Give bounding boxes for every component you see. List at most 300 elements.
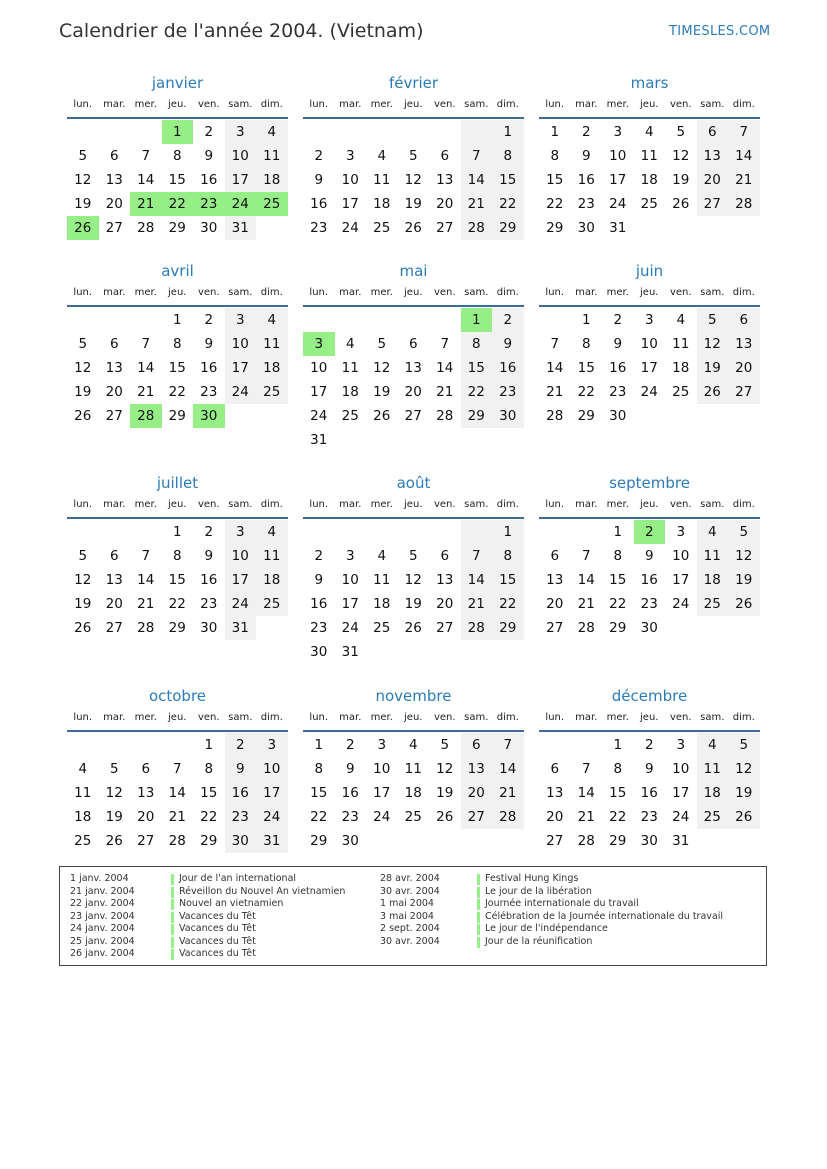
empty-cell (697, 829, 729, 853)
day-cell: 5 (377, 336, 387, 352)
day-cell: 21 (461, 192, 493, 216)
brand-logo[interactable]: TIMESLES.COM (669, 24, 771, 39)
day-cell: 19 (436, 785, 454, 801)
weekday-label: dim. (260, 99, 283, 110)
day-cell: 13 (546, 785, 564, 801)
empty-cell (130, 520, 162, 544)
day-cell: 1 (550, 124, 560, 140)
legend-date: 23 janv. 2004 (70, 910, 135, 922)
day-cell: 1 (581, 312, 591, 328)
empty-cell (67, 520, 99, 544)
empty-cell (728, 616, 760, 640)
day-cell: 25 (640, 196, 658, 212)
weekday-label: mar. (575, 287, 598, 298)
day-cell: 22 (609, 809, 627, 825)
day-cell: 4 (377, 548, 387, 564)
day-cell: 23 (310, 620, 328, 636)
month-8 (303, 474, 524, 664)
day-cell: 28 (492, 805, 524, 829)
week-row (303, 781, 524, 805)
day-cell: 18 (373, 596, 391, 612)
day-cell: 11 (256, 544, 288, 568)
day-cell: 14 (577, 785, 595, 801)
empty-cell (728, 216, 760, 240)
day-cell: 31 (225, 616, 257, 640)
day-cell: 1 (172, 312, 182, 328)
day-cell: 19 (373, 384, 391, 400)
day-cell: 30 (341, 833, 359, 849)
week-row (303, 568, 524, 592)
empty-cell (429, 640, 461, 664)
day-cell: 27 (728, 380, 760, 404)
week-row (67, 120, 288, 144)
day-cell: 2 (492, 308, 524, 332)
weekday-header (67, 496, 288, 516)
day-cell: 10 (672, 548, 690, 564)
day-cell: 14 (436, 360, 454, 376)
day-cell: 25 (672, 384, 690, 400)
day-cell: 15 (492, 568, 524, 592)
holiday-marker (171, 887, 174, 898)
day-cell: 14 (728, 144, 760, 168)
week-row (67, 332, 288, 356)
week-row (303, 616, 524, 640)
day-cell: 19 (728, 781, 760, 805)
day-cell: 11 (672, 336, 690, 352)
day-cell: 24 (373, 809, 391, 825)
week-row (67, 733, 288, 757)
day-cell: 3 (225, 308, 257, 332)
day-cell: 27 (546, 833, 564, 849)
legend-label: Vacances du Têt (179, 910, 256, 922)
empty-cell (67, 120, 99, 144)
weekday-header (303, 709, 524, 729)
day-cell: 11 (256, 144, 288, 168)
week-row (67, 592, 288, 616)
empty-cell (366, 520, 398, 544)
legend-entry (380, 898, 780, 911)
weekday-label: dim. (732, 712, 755, 723)
day-cell: 20 (697, 168, 729, 192)
day-cell: 17 (373, 785, 391, 801)
week-row (303, 308, 524, 332)
day-cell: 8 (172, 336, 182, 352)
day-cell: 14 (137, 360, 155, 376)
day-cell: 18 (640, 172, 658, 188)
day-cell: 5 (408, 548, 418, 564)
month-name: septembre (609, 474, 690, 492)
weekday-label: ven. (433, 712, 456, 723)
empty-cell (429, 308, 461, 332)
day-cell: 28 (546, 408, 564, 424)
day-cell: 21 (137, 384, 155, 400)
day-cell: 22 (200, 809, 218, 825)
month-1 (67, 74, 288, 240)
day-cell: 16 (310, 196, 328, 212)
day-cell: 30 (310, 644, 328, 660)
legend-date: 30 avr. 2004 (380, 885, 440, 897)
day-cell: 9 (314, 572, 324, 588)
empty-cell (398, 308, 430, 332)
weekday-label: sam. (700, 712, 725, 723)
weekday-label: ven. (669, 499, 692, 510)
day-cell: 3 (345, 548, 355, 564)
legend-entry (380, 936, 780, 949)
day-cell: 13 (436, 172, 454, 188)
day-cell: 6 (461, 733, 493, 757)
weekday-label: ven. (433, 99, 456, 110)
holiday-marker (171, 874, 174, 885)
day-cell: 22 (168, 596, 186, 612)
day-cell: 18 (74, 809, 92, 825)
empty-cell (130, 308, 162, 332)
day-cell: 29 (168, 620, 186, 636)
day-cell: 19 (697, 356, 729, 380)
week-row (539, 216, 760, 240)
day-cell: 10 (225, 544, 257, 568)
weekday-label: sam. (464, 712, 489, 723)
legend-date: 22 janv. 2004 (70, 898, 135, 909)
empty-cell (303, 308, 335, 332)
day-cell: 20 (137, 809, 155, 825)
day-cell: 14 (577, 572, 595, 588)
day-cell: 3 (377, 737, 387, 753)
day-cell: 3 (676, 524, 686, 540)
day-cell: 12 (404, 172, 422, 188)
weekday-label: sam. (700, 99, 725, 110)
day-cell: 11 (640, 148, 658, 164)
weekday-label: dim. (496, 287, 519, 298)
day-cell: 2 (345, 737, 355, 753)
day-cell: 26 (728, 805, 760, 829)
day-cell: 6 (109, 548, 119, 564)
weekday-label: sam. (228, 499, 253, 510)
weekday-label: dim. (496, 499, 519, 510)
day-cell: 15 (168, 572, 186, 588)
day-cell: 27 (137, 833, 155, 849)
week-row (539, 356, 760, 380)
week-row (303, 733, 524, 757)
day-cell: 27 (436, 220, 454, 236)
weekday-label: mer. (134, 99, 157, 110)
week-row (303, 168, 524, 192)
weekday-label: mer. (370, 99, 393, 110)
day-cell: 22 (577, 384, 595, 400)
day-cell: 13 (697, 144, 729, 168)
weekday-label: dim. (496, 712, 519, 723)
empty-cell (366, 640, 398, 664)
month-name: octobre (148, 687, 207, 705)
day-cell: 17 (672, 572, 690, 588)
day-cell: 21 (436, 384, 454, 400)
weekday-header (303, 496, 524, 516)
week-row (303, 356, 524, 380)
week-row (539, 592, 760, 616)
legend-column-right (380, 873, 780, 948)
day-cell: 22 (168, 384, 186, 400)
empty-cell (366, 120, 398, 144)
day-cell: 14 (137, 172, 155, 188)
day-cell: 9 (314, 172, 324, 188)
day-cell: 22 (546, 196, 564, 212)
day-cell: 25 (404, 809, 422, 825)
day-cell: 23 (492, 380, 524, 404)
day-cell: 30 (640, 833, 658, 849)
week-row (303, 332, 524, 356)
weekday-header (67, 284, 288, 304)
day-cell: 27 (697, 192, 729, 216)
day-cell: 23 (225, 805, 257, 829)
weekday-label: jeu. (168, 499, 187, 510)
day-cell: 12 (74, 360, 92, 376)
day-cell: 30 (225, 829, 257, 853)
empty-cell (335, 520, 367, 544)
day-cell: 12 (697, 332, 729, 356)
day-cell: 11 (74, 785, 92, 801)
day-cell: 7 (440, 336, 450, 352)
weekday-label: jeu. (404, 99, 423, 110)
week-row (67, 168, 288, 192)
day-cell: 28 (436, 408, 454, 424)
day-cell: 29 (609, 833, 627, 849)
day-cell: 23 (577, 196, 595, 212)
legend-label: Festival Hung Kings (485, 873, 579, 884)
day-cell: 4 (644, 124, 654, 140)
weekday-label: ven. (669, 712, 692, 723)
weekday-label: ven. (433, 287, 456, 298)
month-3 (539, 74, 760, 240)
holiday-marker (477, 899, 480, 910)
day-cell: 28 (137, 220, 155, 236)
day-cell: 27 (404, 408, 422, 424)
weekday-label: dim. (260, 712, 283, 723)
weekday-label: mar. (339, 287, 362, 298)
day-cell: 26 (436, 809, 454, 825)
empty-cell (162, 733, 194, 757)
day-cell: 2 (613, 312, 623, 328)
legend-entry (70, 948, 470, 961)
month-name: décembre (611, 687, 688, 705)
day-cell: 9 (581, 148, 591, 164)
day-cell: 25 (373, 220, 391, 236)
day-cell: 13 (436, 572, 454, 588)
day-cell: 29 (609, 620, 627, 636)
day-cell: 30 (492, 404, 524, 428)
day-cell: 8 (550, 148, 560, 164)
week-row (539, 404, 760, 428)
holiday-marker (171, 924, 174, 935)
empty-cell (67, 308, 99, 332)
month-11 (303, 687, 524, 853)
empty-cell (398, 520, 430, 544)
day-cell: 21 (577, 596, 595, 612)
weekday-header (539, 284, 760, 304)
month-4 (67, 262, 288, 428)
day-cell: 5 (78, 336, 88, 352)
day-cell: 15 (200, 785, 218, 801)
weekday-label: lun. (73, 99, 93, 110)
day-cell: 5 (408, 148, 418, 164)
day-cell: 18 (697, 568, 729, 592)
day-cell: 17 (341, 196, 359, 212)
weekday-label: dim. (732, 99, 755, 110)
day-cell: 19 (404, 596, 422, 612)
day-cell: 11 (373, 572, 391, 588)
day-cell: 6 (550, 761, 560, 777)
day-cell: 8 (613, 548, 623, 564)
day-cell: 29 (577, 408, 595, 424)
day-cell: 24 (609, 196, 627, 212)
weekday-label: mer. (606, 712, 629, 723)
legend-label: Vacances du Têt (179, 948, 256, 959)
weekday-header (539, 709, 760, 729)
day-cell: 8 (613, 761, 623, 777)
day-cell: 16 (609, 360, 627, 376)
weekday-label: mer. (370, 287, 393, 298)
legend-date: 28 avr. 2004 (380, 873, 440, 884)
day-cell: 10 (341, 172, 359, 188)
day-cell: 18 (373, 196, 391, 212)
week-row (303, 144, 524, 168)
day-cell: 30 (609, 408, 627, 424)
day-cell: 26 (404, 620, 422, 636)
day-cell: 7 (141, 336, 151, 352)
week-row (67, 520, 288, 544)
week-row (539, 805, 760, 829)
day-cell: 24 (225, 592, 257, 616)
month-name: janvier (151, 74, 204, 92)
empty-cell (398, 428, 430, 452)
day-cell: 1 (461, 308, 493, 332)
weekday-label: dim. (260, 499, 283, 510)
week-row (303, 120, 524, 144)
day-cell: 26 (74, 408, 92, 424)
weekday-label: jeu. (640, 499, 659, 510)
day-cell: 31 (225, 216, 257, 240)
day-cell: 16 (640, 572, 658, 588)
day-cell: 30 (640, 620, 658, 636)
day-cell: 31 (310, 432, 328, 448)
weekday-label: lun. (545, 499, 565, 510)
day-cell: 7 (581, 548, 591, 564)
empty-cell (429, 520, 461, 544)
day-cell: 15 (168, 172, 186, 188)
day-cell: 18 (256, 168, 288, 192)
weekday-label: lun. (73, 712, 93, 723)
day-cell: 5 (728, 520, 760, 544)
day-cell: 6 (550, 548, 560, 564)
day-cell: 16 (341, 785, 359, 801)
week-row (539, 781, 760, 805)
week-row (67, 829, 288, 853)
empty-cell (665, 404, 697, 428)
weekday-label: jeu. (404, 499, 423, 510)
empty-cell (697, 616, 729, 640)
day-cell: 26 (672, 196, 690, 212)
day-cell: 20 (461, 781, 493, 805)
day-cell: 4 (256, 308, 288, 332)
day-cell: 8 (492, 544, 524, 568)
day-cell: 24 (225, 192, 257, 216)
day-cell: 9 (345, 761, 355, 777)
day-cell: 6 (440, 548, 450, 564)
day-cell: 23 (341, 809, 359, 825)
weekday-label: sam. (700, 287, 725, 298)
day-cell: 24 (640, 384, 658, 400)
empty-cell (398, 829, 430, 853)
day-cell: 12 (672, 148, 690, 164)
day-cell: 12 (436, 761, 454, 777)
day-cell: 2 (204, 124, 214, 140)
week-row (67, 404, 288, 428)
empty-cell (539, 733, 571, 757)
day-cell: 19 (74, 384, 92, 400)
month-12 (539, 687, 760, 853)
week-row (539, 829, 760, 853)
week-row (303, 216, 524, 240)
day-cell: 3 (303, 332, 335, 356)
day-cell: 4 (345, 336, 355, 352)
day-cell: 17 (672, 785, 690, 801)
weekday-label: jeu. (168, 287, 187, 298)
weekday-label: lun. (309, 99, 329, 110)
empty-cell (335, 308, 367, 332)
week-row (67, 192, 288, 216)
day-cell: 25 (341, 408, 359, 424)
weekday-label: mer. (134, 499, 157, 510)
weekday-label: mar. (103, 499, 126, 510)
week-row (303, 428, 524, 452)
day-cell: 18 (672, 360, 690, 376)
legend-entry (380, 873, 780, 886)
day-cell: 19 (672, 172, 690, 188)
holiday-marker (477, 924, 480, 935)
day-cell: 7 (141, 548, 151, 564)
day-cell: 25 (697, 592, 729, 616)
empty-cell (67, 733, 99, 757)
day-cell: 14 (546, 360, 564, 376)
holiday-marker (171, 937, 174, 948)
day-cell: 9 (204, 336, 214, 352)
day-cell: 22 (461, 380, 493, 404)
day-cell: 17 (225, 356, 257, 380)
day-cell: 18 (256, 356, 288, 380)
day-cell: 21 (577, 809, 595, 825)
legend-date: 30 avr. 2004 (380, 935, 440, 947)
day-cell: 27 (461, 805, 493, 829)
day-cell: 15 (461, 356, 493, 380)
legend-label: Vacances du Têt (179, 923, 256, 934)
day-cell: 5 (109, 761, 119, 777)
day-cell: 14 (492, 757, 524, 781)
day-cell: 9 (644, 761, 654, 777)
month-5 (303, 262, 524, 452)
day-cell: 7 (728, 120, 760, 144)
day-cell: 28 (577, 620, 595, 636)
day-cell: 26 (67, 216, 99, 240)
day-cell: 10 (310, 360, 328, 376)
day-cell: 29 (461, 404, 493, 428)
day-cell: 11 (373, 172, 391, 188)
weekday-header (303, 96, 524, 116)
week-row (539, 757, 760, 781)
day-cell: 25 (256, 592, 288, 616)
day-cell: 26 (728, 592, 760, 616)
day-cell: 9 (204, 148, 214, 164)
holiday-marker (171, 899, 174, 910)
day-cell: 22 (492, 192, 524, 216)
empty-cell (539, 308, 571, 332)
